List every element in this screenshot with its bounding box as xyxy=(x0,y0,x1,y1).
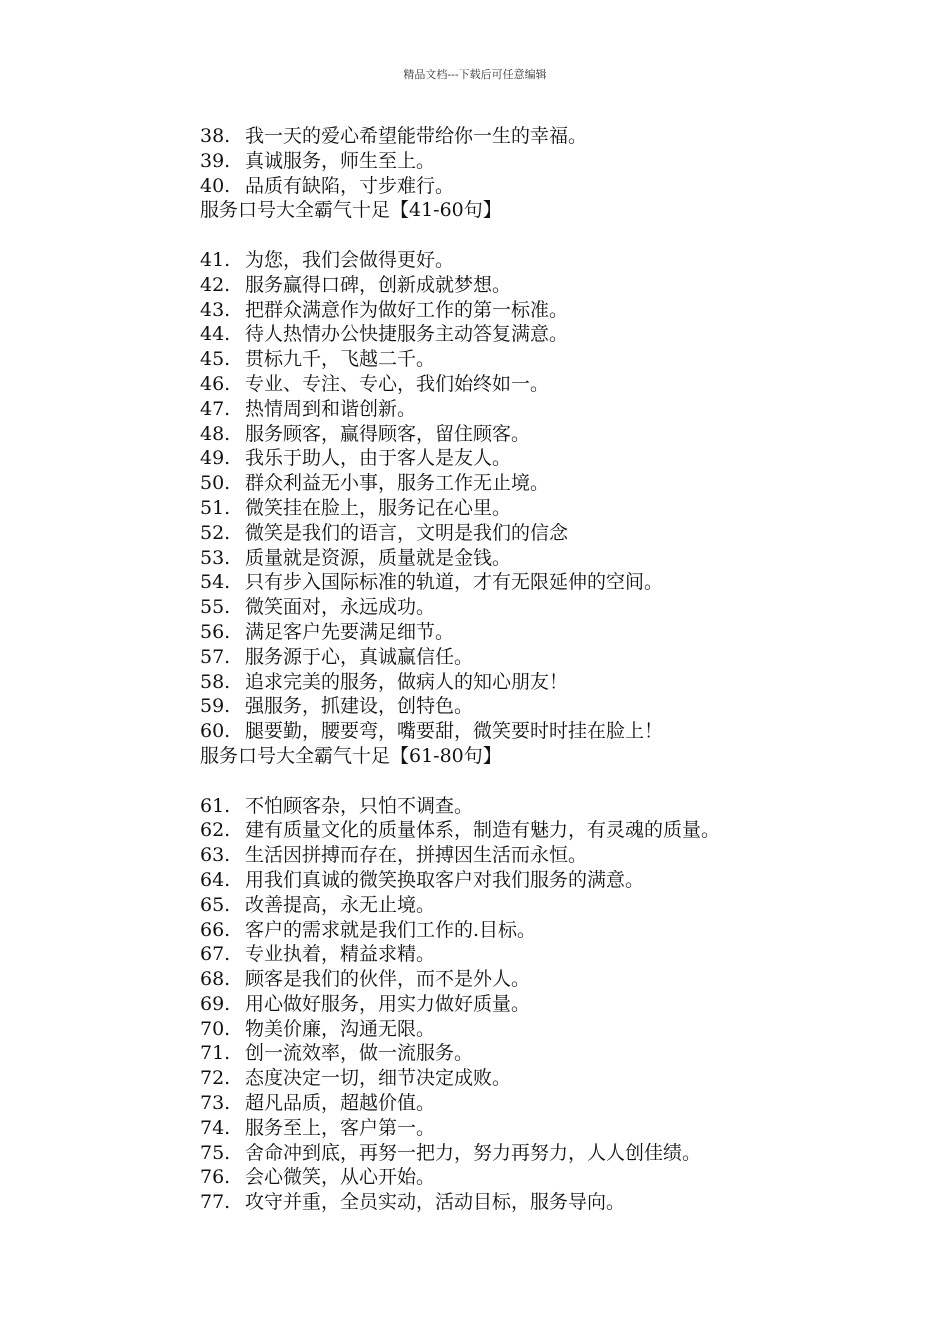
list-item-number: 69. xyxy=(200,992,231,1015)
list-item xyxy=(200,372,900,397)
list-item-text: 用我们真诚的微笑换取客户对我们服务的满意。 xyxy=(245,868,645,891)
list-item-text: 物美价廉，沟通无限。 xyxy=(245,1017,436,1040)
list-item-number: 54. xyxy=(200,571,231,594)
list-item-text: 超凡品质，超越价值。 xyxy=(245,1092,436,1115)
blank-line xyxy=(200,223,900,248)
list-item-text: 微笑面对，永远成功。 xyxy=(245,596,436,619)
list-item-number: 70. xyxy=(200,1017,231,1040)
list-item xyxy=(200,546,900,571)
list-item-number: 49. xyxy=(200,447,231,470)
list-item-text: 质量就是资源，质量就是金钱。 xyxy=(245,546,512,569)
list-item xyxy=(200,347,900,372)
section-heading-text: 服务口号大全霸气十足【41-60句】 xyxy=(200,199,502,222)
list-item xyxy=(200,174,900,199)
list-item xyxy=(200,1091,900,1116)
list-item xyxy=(200,719,900,744)
list-item-number: 45. xyxy=(200,348,231,371)
list-item-text: 用心做好服务，用实力做好质量。 xyxy=(245,992,531,1015)
list-item xyxy=(200,967,900,992)
list-item xyxy=(200,918,900,943)
list-item-text: 强服务，抓建设，创特色。 xyxy=(245,695,474,718)
section-heading-text: 服务口号大全霸气十足【61-80句】 xyxy=(200,744,502,767)
list-item xyxy=(200,818,900,843)
list-item xyxy=(200,446,900,471)
list-item-text: 只有步入国际标准的轨道，才有无限延伸的空间。 xyxy=(245,571,664,594)
list-item xyxy=(200,570,900,595)
list-item-text: 我一天的爱心希望能带给你一生的幸福。 xyxy=(245,125,588,147)
list-item-number: 73. xyxy=(200,1092,231,1115)
list-item xyxy=(200,521,900,546)
list-item-number: 74. xyxy=(200,1116,231,1139)
list-item-text: 服务至上，客户第一。 xyxy=(245,1116,436,1139)
list-item-text: 待人热情办公快捷服务主动答复满意。 xyxy=(245,323,569,346)
list-item-number: 40. xyxy=(200,174,231,197)
list-item xyxy=(200,1116,900,1141)
list-item xyxy=(200,248,900,273)
list-item-number: 76. xyxy=(200,1166,231,1189)
list-item xyxy=(200,942,900,967)
list-item xyxy=(200,843,900,868)
list-item-text: 服务源于心，真诚赢信任。 xyxy=(245,645,474,668)
list-item xyxy=(200,149,900,174)
list-item-number: 63. xyxy=(200,844,231,867)
section-heading xyxy=(200,744,900,769)
list-item-text: 会心微笑，从心开始。 xyxy=(245,1166,436,1189)
list-item-number: 62. xyxy=(200,819,231,842)
list-item-number: 66. xyxy=(200,918,231,941)
list-item-text: 建有质量文化的质量体系，制造有魅力，有灵魂的质量。 xyxy=(245,819,721,842)
list-item-text: 顾客是我们的伙伴，而不是外人。 xyxy=(245,968,531,991)
list-item-number: 42. xyxy=(200,273,231,296)
list-item-number: 57. xyxy=(200,645,231,668)
list-item-text: 追求完美的服务，做病人的知心朋友！ xyxy=(245,670,569,693)
list-item-number: 64. xyxy=(200,868,231,891)
document-body xyxy=(200,124,900,1215)
list-item-text: 品质有缺陷，寸步难行。 xyxy=(245,174,455,197)
list-item-number: 47. xyxy=(200,397,231,420)
list-item-text: 满足客户先要满足细节。 xyxy=(245,620,455,643)
list-item-text: 态度决定一切，细节决定成败。 xyxy=(245,1067,512,1090)
list-item xyxy=(200,1041,900,1066)
list-item-number: 60. xyxy=(200,720,231,743)
list-item-number: 43. xyxy=(200,298,231,321)
list-item xyxy=(200,1141,900,1166)
list-item-text: 微笑是我们的语言，文明是我们的信念 xyxy=(245,521,569,544)
list-item xyxy=(200,1017,900,1042)
list-item-number: 56. xyxy=(200,620,231,643)
list-item-number: 53. xyxy=(200,546,231,569)
list-item-text: 专业、专注、专心，我们始终如一。 xyxy=(245,372,550,395)
list-item xyxy=(200,1165,900,1190)
list-item-text: 腿要勤，腰要弯，嘴要甜，微笑要时时挂在脸上！ xyxy=(245,720,664,743)
list-item-number: 68. xyxy=(200,968,231,991)
list-item xyxy=(200,992,900,1017)
blank-line xyxy=(200,769,900,794)
page-header: 精品文档---下载后可任意编辑 xyxy=(403,68,547,81)
list-item-number: 44. xyxy=(200,323,231,346)
list-item-text: 不怕顾客杂，只怕不调查。 xyxy=(245,794,474,817)
list-item xyxy=(200,322,900,347)
list-item xyxy=(200,471,900,496)
list-item-text: 舍命冲到底，再努一把力，努力再努力，人人创佳绩。 xyxy=(245,1141,702,1164)
list-item-text: 为您，我们会做得更好。 xyxy=(245,248,455,271)
list-item xyxy=(200,670,900,695)
list-item-number: 51. xyxy=(200,496,231,519)
list-item-text: 贯标九千，飞越二千。 xyxy=(245,348,436,371)
list-item-number: 58. xyxy=(200,670,231,693)
list-item-number: 48. xyxy=(200,422,231,445)
list-item xyxy=(200,422,900,447)
list-item-number: 39. xyxy=(200,149,231,172)
list-item-text: 我乐于助人，由于客人是友人。 xyxy=(245,447,512,470)
list-item-number: 41. xyxy=(200,248,231,271)
list-item-text: 攻守并重，全员实动，活动目标，服务导向。 xyxy=(245,1191,626,1214)
list-item-text: 服务顾客，赢得顾客，留住顾客。 xyxy=(245,422,531,445)
list-item-number: 65. xyxy=(200,893,231,916)
list-item xyxy=(200,496,900,521)
list-item-number: 61. xyxy=(200,794,231,817)
list-item xyxy=(200,124,900,149)
list-item-text: 创一流效率，做一流服务。 xyxy=(245,1042,474,1065)
list-item xyxy=(200,595,900,620)
list-item-number: 59. xyxy=(200,695,231,718)
list-item-text: 生活因拼搏而存在，拼搏因生活而永恒。 xyxy=(245,844,588,867)
list-item xyxy=(200,397,900,422)
list-item xyxy=(200,694,900,719)
list-item xyxy=(200,1190,900,1215)
list-item xyxy=(200,794,900,819)
list-item-number: 46. xyxy=(200,372,231,395)
list-item xyxy=(200,298,900,323)
list-item xyxy=(200,868,900,893)
list-item-number: 50. xyxy=(200,472,231,495)
list-item-number: 38. xyxy=(200,125,231,147)
list-item-text: 把群众满意作为做好工作的第一标准。 xyxy=(245,298,569,321)
list-item-text: 群众利益无小事，服务工作无止境。 xyxy=(245,472,550,495)
list-item-text: 改善提高，永无止境。 xyxy=(245,893,436,916)
list-item xyxy=(200,1066,900,1091)
list-item-text: 服务赢得口碑，创新成就梦想。 xyxy=(245,273,512,296)
list-item xyxy=(200,273,900,298)
list-item-number: 67. xyxy=(200,943,231,966)
list-item-text: 专业执着，精益求精。 xyxy=(245,943,436,966)
list-item-text: 真诚服务，师生至上。 xyxy=(245,149,436,172)
list-item-number: 55. xyxy=(200,596,231,619)
list-item-number: 71. xyxy=(200,1042,231,1065)
list-item-number: 72. xyxy=(200,1067,231,1090)
list-item xyxy=(200,620,900,645)
list-item xyxy=(200,893,900,918)
list-item-number: 75. xyxy=(200,1141,231,1164)
list-item-number: 77. xyxy=(200,1191,231,1214)
list-item-number: 52. xyxy=(200,521,231,544)
section-heading xyxy=(200,198,900,223)
list-item xyxy=(200,645,900,670)
list-item-text: 客户的需求就是我们工作的.目标。 xyxy=(245,918,537,941)
list-item-text: 热情周到和谐创新。 xyxy=(245,397,417,420)
list-item-text: 微笑挂在脸上，服务记在心里。 xyxy=(245,496,512,519)
